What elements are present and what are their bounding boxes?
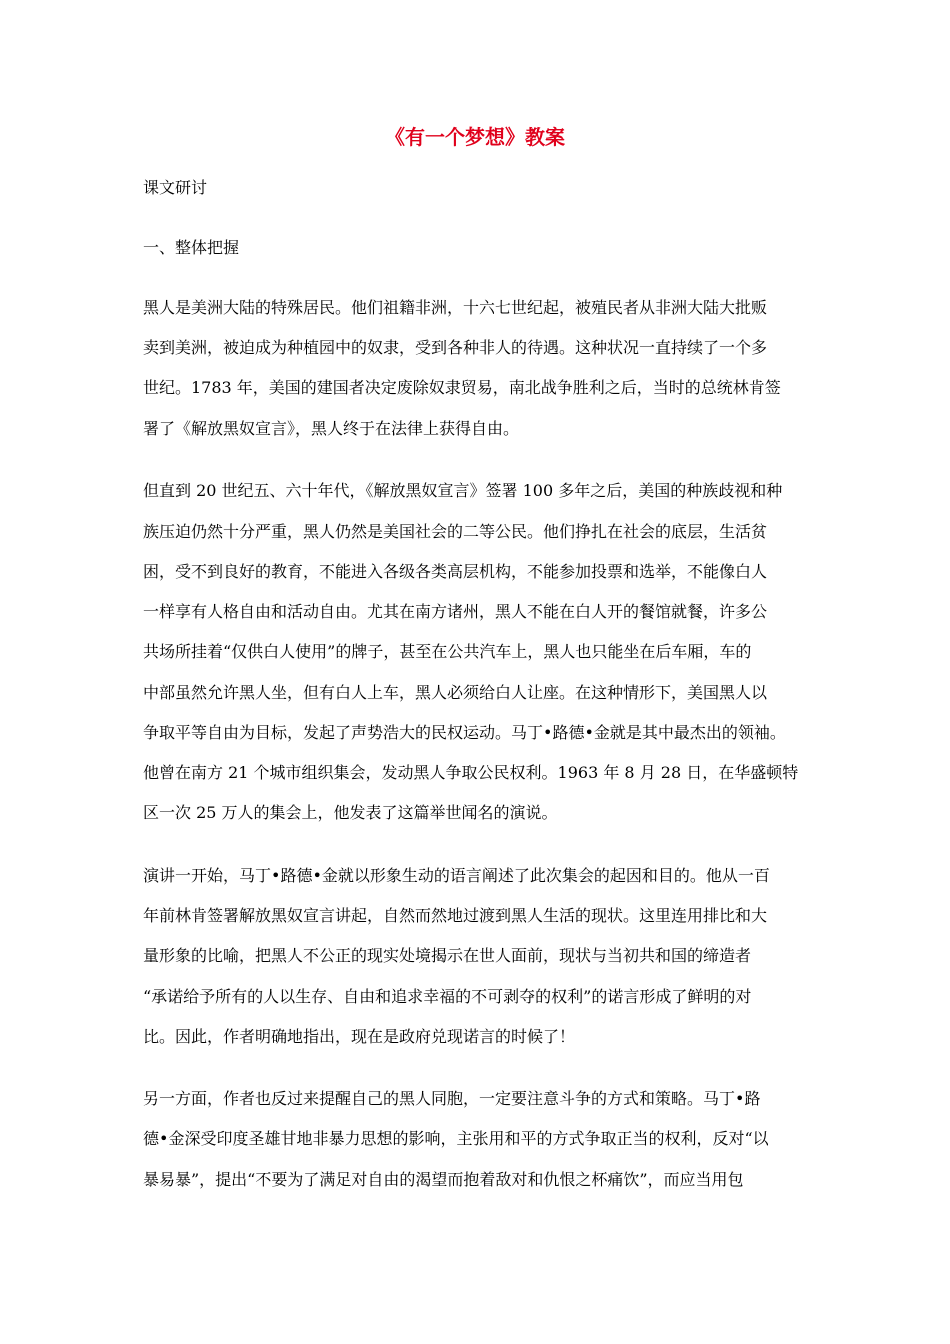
paragraph-line: 区一次 25 万人的集会上，他发表了这篇举世闻名的演说。 xyxy=(143,803,558,822)
paragraph-line: 族压迫仍然十分严重，黑人仍然是美国社会的二等公民。他们挣扎在社会的底层，生活贫 xyxy=(143,522,768,541)
paragraph-line: 暴易暴”，提出“不要为了满足对自由的渴望而抱着敌对和仇恨之杯痛饮”，而应当用包 xyxy=(143,1170,744,1189)
subsection-heading: 一、整体把握 xyxy=(143,238,240,257)
paragraph-line: 但直到 20 世纪五、六十年代，《解放黑奴宣言》签署 100 多年之后，美国的种族歧视和种 xyxy=(143,481,783,500)
paragraph-line: 署了《解放黑奴宣言》，黑人终于在法律上获得自由。 xyxy=(143,419,520,438)
section-heading: 课文研讨 xyxy=(143,178,208,197)
paragraph-line: 世纪。1783 年，美国的建国者决定废除奴隶贸易，南北战争胜利之后，当时的总统林肯签 xyxy=(143,378,781,397)
paragraph-line: 另一方面，作者也反过来提醒自己的黑人同胞，一定要注意斗争的方式和策略。马丁•路 xyxy=(143,1089,761,1108)
paragraph-line: 中部虽然允许黑人坐，但有白人上车，黑人必须给白人让座。在这种情形下，美国黑人以 xyxy=(143,683,768,702)
paragraph-line: 共场所挂着“仅供白人使用”的牌子，甚至在公共汽车上，黑人也只能坐在后车厢，车的 xyxy=(143,642,752,661)
paragraph-line: 比。因此，作者明确地指出，现在是政府兑现诺言的时候了！ xyxy=(143,1027,576,1046)
paragraph-line: 量形象的比喻，把黑人不公正的现实处境揭示在世人面前，现状与当初共和国的缔造者 xyxy=(143,946,752,965)
paragraph-line: 德•金深受印度圣雄甘地非暴力思想的影响，主张用和平的方式争取正当的权利，反对“以 xyxy=(143,1129,769,1148)
paragraph-line: “承诺给予所有的人以生存、自由和追求幸福的不可剥夺的权利”的诺言形成了鲜明的对 xyxy=(143,987,752,1006)
paragraph-line: 演讲一开始，马丁•路德•金就以形象生动的语言阐述了此次集会的起因和目的。他从一百 xyxy=(143,866,770,885)
paragraph-line: 年前林肯签署解放黑奴宣言讲起，自然而然地过渡到黑人生活的现状。这里连用排比和大 xyxy=(143,906,768,925)
paragraph-line: 争取平等自由为目标，发起了声势浩大的民权运动。马丁•路德•金就是其中最杰出的领袖。 xyxy=(143,723,786,742)
paragraph-line: 黑人是美洲大陆的特殊居民。他们祖籍非洲，十六七世纪起，被殖民者从非洲大陆大批贩 xyxy=(143,298,768,317)
document-title: 《有一个梦想》教案 xyxy=(385,125,565,149)
paragraph-line: 卖到美洲，被迫成为种植园中的奴隶，受到各种非人的待遇。这种状况一直持续了一个多 xyxy=(143,338,768,357)
paragraph-line: 一样享有人格自由和活动自由。尤其在南方诸州，黑人不能在白人开的餐馆就餐，许多公 xyxy=(143,602,768,621)
paragraph-line: 困，受不到良好的教育，不能进入各级各类高层机构，不能参加投票和选举，不能像白人 xyxy=(143,562,768,581)
paragraph-line: 他曾在南方 21 个城市组织集会，发动黑人争取公民权利。1963 年 8 月 28 日，在华盛顿特 xyxy=(143,763,799,782)
